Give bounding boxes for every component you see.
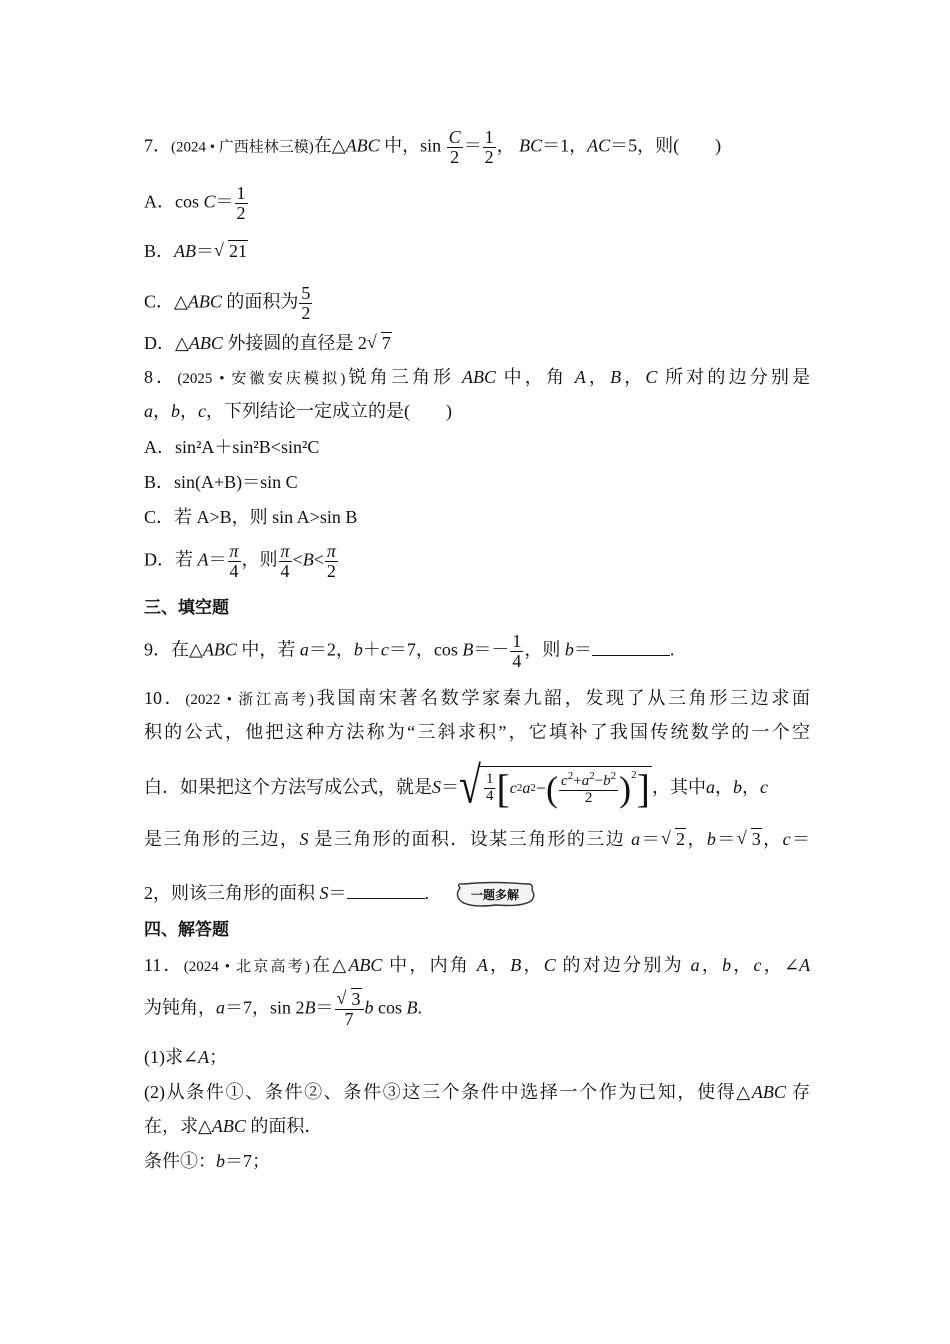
q11-source: (2024 • 北京高考) (183, 959, 310, 975)
q7-stem: 7．(2024 • 广西桂林三模)在△ABC 中，sin $\frac{C}{2}$ ＝ $\frac{1}{2}$ ， BC＝1，AC＝5，则( ) (144, 127, 722, 167)
q7-source: (2024 • 广西桂林三模) (171, 139, 314, 156)
q7-option-d[interactable]: D．△ABC 外接圆的直径是 2√ 7 (144, 332, 810, 355)
sqrt-7: √ 7 (367, 332, 392, 355)
q11-line2: 为钝角，a＝7，sin 2B＝ √ $\frac{3}{7}$ b cos B. (144, 990, 810, 1029)
q7-option-a[interactable]: A．cos C＝ $\frac{1}{2}$ (144, 183, 246, 223)
fraction-1-over-2: $\frac{1}{2}$ (484, 127, 494, 167)
qin-jiushao-formula: √ $\frac{1}{4}$ [ c 2 a 2 − ( $\frac{c^2+a^2-b^2}{2}$ ) $^2$ ] (459, 755, 650, 814)
q8-stem-line2: a，b，c，下列结论一定成立的是( ) (144, 401, 452, 421)
q10-line2: 积的公式，他把这种方法称为“三斜求积”，它填补了我国传统数学的一个空 (144, 722, 810, 742)
q11-part2-line2: 在，求△ABC 的面积． (144, 1116, 323, 1136)
q11-condition-1: 条件①：b＝7； (144, 1151, 270, 1171)
svg-text:一题多解: 一题多解 (470, 888, 519, 902)
q11-line1: 11．(2024 • 北京高考)在△ABC 中，内角 A，B，C 的对边分别为 a，b，c，∠A (144, 955, 811, 975)
section-heading-solve: 四、解答题 (144, 920, 229, 940)
answer-blank[interactable] (592, 639, 670, 656)
sqrt-21: √ 21 (214, 240, 248, 263)
q8-stem-line1: 8．(2025 • 安徽安庆模拟)锐角三角形 ABC 中，角 A，B，C 所对的边分别是 (144, 367, 811, 387)
q9-stem: 9．在△ABC 中，若 a＝2，b＋c＝7，cos B＝－ $\frac{1}{4}$ ，则 b＝ . (144, 631, 675, 671)
multiple-solutions-badge (452, 880, 538, 910)
q7-option-c[interactable]: C．△ABC 的面积为 $\frac{5}{2}$ (144, 283, 311, 323)
q7-option-b[interactable]: B．AB＝√ 21 (144, 240, 810, 263)
q10-line1: 10．(2022 • 浙江高考)我国南宋著名数学家秦九韶，发现了从三角形三边求面 (144, 688, 810, 708)
q8-option-d[interactable]: D．若 A＝ $\frac{\pi}{4}$ ，则 $\frac{\pi}{4}$ <B< $\frac{\pi}{2}$ (144, 541, 336, 581)
q10-source: (2022 • 浙江高考) (185, 692, 315, 708)
q8-option-a[interactable]: A．sin²A＋sin²B<sin²C (144, 437, 320, 457)
q11-part2-line1: (2)从条件①、条件②、条件③这三个条件中选择一个作为已知，使得△ABC 存 (144, 1082, 811, 1102)
q8-source: (2025 • 安徽安庆模拟) (177, 371, 346, 387)
q10-line3: 白．如果把这个方法写成公式，就是 S ＝ √ $\frac{1}{4}$ [ c 2 a 2 − ( $\frac{c^2+a^2-b^2}{2}$ ) $^2$ ] ，其中 a ， b ， c (144, 755, 768, 814)
answer-blank[interactable] (347, 882, 425, 899)
q10-line4: 是三角形的三边，S 是三角形的面积．设某三角形的三边 a＝√ 2，b＝√ 3，c＝ (144, 828, 810, 851)
q10-line5: 2，则该三角形的面积 S＝ . 一题多解 (144, 880, 810, 910)
q8-option-c[interactable]: C．若 A>B，则 sin A>sin B (144, 507, 358, 527)
q11-part1: (1)求∠A； (144, 1047, 228, 1067)
q8-option-b[interactable]: B．sin(A+B)＝sin C (144, 472, 298, 492)
fraction-c-over-2: $\frac{C}{2}$ (448, 127, 461, 167)
section-heading-fill-in: 三、填空题 (144, 598, 229, 618)
